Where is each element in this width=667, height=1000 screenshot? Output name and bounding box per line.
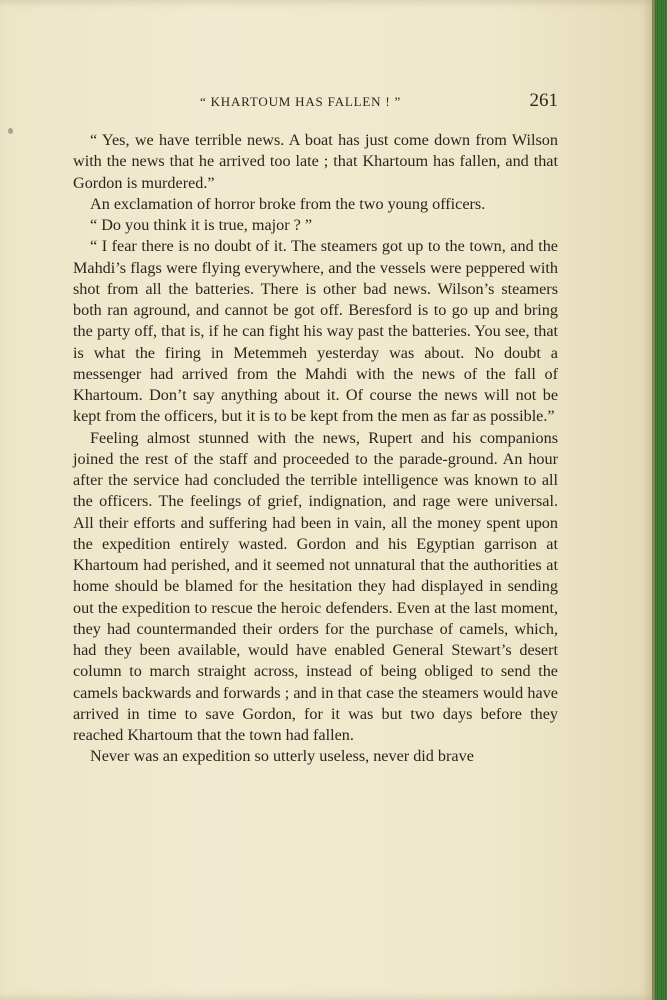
- page-speck-mark: [8, 128, 13, 134]
- paragraph: Feeling almost stunned with the news, Rupert and his companions joined the rest of the staff and proceeded to the parade-ground. An hour after the service had concluded the terrible intelligence was known to all the officers. The feelings of grief, indignation, and rage were universal. All their efforts and suffering had been in vain, all the money spent upon the expedition entirely wasted. Gordon and his Egyptian garrison at Khartoum had perished, and it seemed not unnatural that the authorities at home should be blamed for the hesitation they had displayed in sending out the expedition to rescue the heroic defenders. Even at the last moment, they had countermanded their orders for the purchase of camels, which, had they been available, would have enabled General Stewart’s desert column to march straight across, instead of being obliged to send the camels backwards and forwards ; and in that case the steamers would have arrived in time to save Gordon, for it was but two days before they reached Khartoum that the town had fallen.: [73, 428, 558, 744]
- paragraph: Never was an expedition so utterly useless, never did brave: [90, 747, 474, 766]
- running-title: “ KHARTOUM HAS FALLEN ! ”: [200, 94, 402, 109]
- page-number: 261: [529, 90, 558, 111]
- paragraph: “ Yes, we have terrible news. A boat has just come down from Wilson with the news that he arrived too late ; that Khartoum has fallen, and that Gordon is murdered.”: [73, 131, 558, 192]
- paragraph: “ Do you think it is true, major ? ”: [90, 216, 313, 234]
- page-header: [70, 90, 560, 116]
- paragraph: An exclamation of horror broke from the two young officers.: [90, 194, 486, 213]
- paragraph: “ I fear there is no doubt of it. The steamers got up to the town, and the Mahdi’s flags were flying everywhere, and the vessels were peppered with shot from all the batteries. There is other bad news. Wilson’s steamers both ran aground, and cannot be got off. Beresford is to go up and bring the party off, that is, if he can fight his way past the batteries. You see, that is what the firing in Metemmeh yesterday was about. No doubt a messenger had arrived from the Mahdi with the news of the fall of Khartoum. Don’t say anything about it. Of course the news will not be kept from the officers, but it is to be kept from the men as far as possible.”: [73, 237, 558, 426]
- body-text: [73, 130, 558, 768]
- book-cover-edge: [655, 0, 667, 1000]
